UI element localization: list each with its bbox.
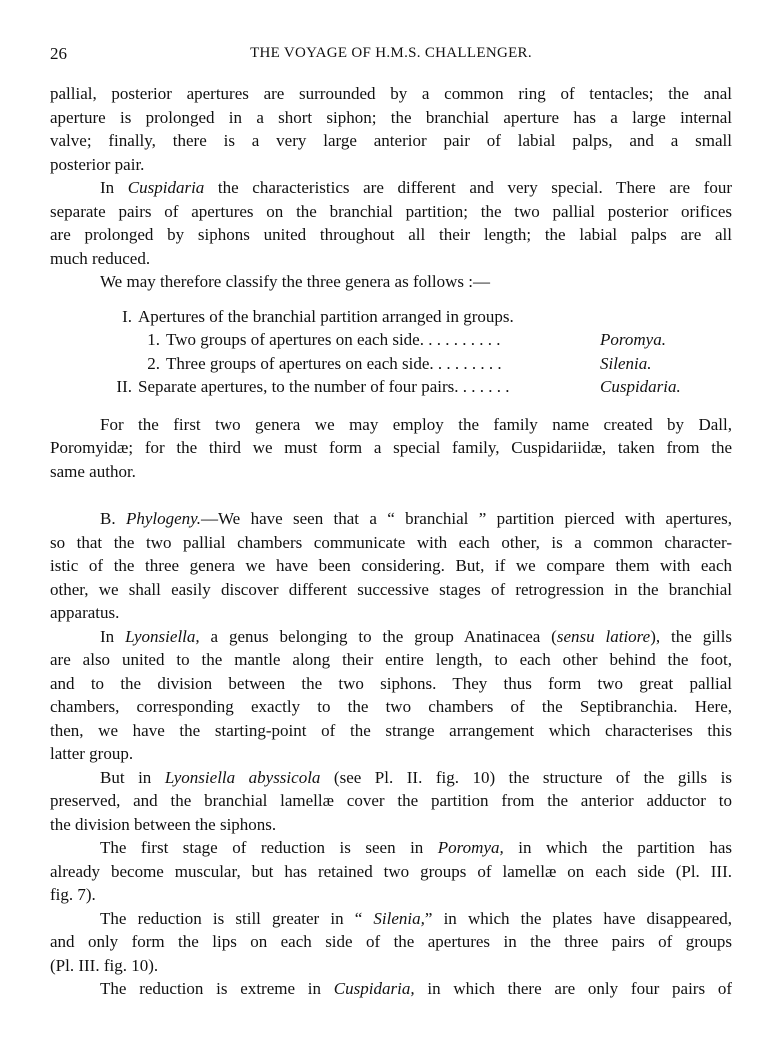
genus-name: Cuspidaria. — [600, 377, 681, 396]
text-run: We may therefore classify the three genera as follows :— — [100, 272, 490, 291]
text-run: ), the gills — [650, 626, 732, 646]
text-run: aperture is prolonged in a short siphon; the branchial aperture has a large internal — [50, 107, 732, 127]
list-number: I. — [122, 306, 132, 326]
text-run: fig. 7). — [50, 885, 96, 904]
text-run: much reduced. — [50, 248, 151, 268]
text-line — [50, 601, 732, 625]
text-run: preserved, and the branchial lamellæ cover the partition from the anterior adductor to — [50, 791, 732, 810]
text-line — [50, 270, 732, 294]
text-run: posterior pair. — [50, 154, 145, 174]
text-run: then, we have the starting-point of the strange arrangement which characterises this — [50, 720, 732, 740]
text-line — [50, 954, 732, 978]
text-line — [50, 554, 732, 578]
text-run: other, we shall easily discover different successive stages of retrogression in the branchial — [50, 579, 732, 599]
text-run: so that the two pallial chambers communicate with each other, is a common character- — [50, 532, 732, 552]
italic-text: sensu latiore — [556, 626, 651, 646]
italic-text: Lyonsiella abyssicola — [164, 767, 321, 787]
page-number: 26 — [50, 44, 67, 63]
list-number: II. — [116, 377, 132, 396]
text-run: and only form the lips on each side of the apertures in the three pairs of groups — [50, 932, 732, 951]
text-line — [50, 977, 732, 1001]
text-line — [50, 200, 732, 224]
paragraph — [50, 176, 732, 270]
list-item — [50, 352, 732, 376]
text-run: apparatus. — [50, 603, 120, 622]
running-header — [50, 44, 732, 66]
text-line — [50, 625, 732, 649]
running-title: THE VOYAGE OF H.M.S. CHALLENGER. — [250, 45, 532, 61]
text-run: are prolonged by siphons united throughout all their length; the labial palps are all — [50, 225, 732, 244]
paragraph — [50, 836, 732, 907]
text-line — [50, 930, 732, 954]
page-body — [50, 82, 732, 1001]
list-text: Three groups of apertures on each side. . . . . . . . . — [166, 353, 502, 373]
text-run: are also united to the mantle along their entire length, to each other behind the foot, — [50, 650, 732, 669]
text-line — [50, 907, 732, 931]
text-run: For the first two genera we may employ the family name created by Dall, — [100, 414, 732, 434]
text-run: The reduction is still greater in “ — [100, 908, 374, 928]
text-run: In — [100, 178, 128, 197]
text-run: a genus belonging to the group Anatinacea ( — [199, 626, 557, 646]
text-line — [50, 223, 732, 247]
paragraph — [50, 507, 732, 625]
text-line — [50, 531, 732, 555]
text-line — [50, 129, 732, 153]
paragraph — [50, 766, 732, 837]
text-line — [50, 413, 732, 437]
text-line — [50, 176, 732, 200]
text-line — [50, 836, 732, 860]
text-line — [50, 247, 732, 271]
text-run: and to the division between the two siphons. They thus form two great pallial — [50, 673, 732, 693]
italic-text: Cuspidaria, — [333, 979, 415, 998]
text-line — [50, 578, 732, 602]
text-run: in which the partition has — [503, 838, 732, 857]
text-run: In — [100, 626, 126, 646]
genus-name: Poromya. — [600, 330, 666, 349]
paragraph — [50, 270, 732, 294]
text-run: —We have seen that a “ branchial ” partition pierced with apertures, — [201, 509, 732, 528]
text-line — [50, 436, 732, 460]
text-run: The reduction is extreme in — [100, 979, 334, 998]
text-run: already become muscular, but has retained two groups of lamellæ on each side (Pl. III. — [50, 861, 732, 881]
text-run: in which there are only four pairs of — [414, 979, 732, 998]
list-number: 2. — [147, 353, 160, 373]
text-line — [50, 695, 732, 719]
text-line — [50, 648, 732, 672]
text-run: same author. — [50, 461, 136, 481]
text-line — [50, 719, 732, 743]
text-run: the division between the siphons. — [50, 814, 277, 834]
list-item — [50, 305, 732, 329]
text-line — [50, 460, 732, 484]
text-run: istic of the three genera we have been considering. But, if we compare them with each — [50, 556, 732, 575]
text-run: (see Pl. II. fig. 10) the structure of the gills is — [320, 767, 732, 787]
text-run: latter group. — [50, 744, 134, 763]
text-run: pallial, posterior apertures are surrounded by a common ring of tentacles; the anal — [50, 84, 732, 103]
text-run: But in — [100, 767, 165, 787]
list-number: 1. — [147, 330, 160, 349]
text-run: valve; finally, there is a very large anterior pair of labial palps, and a small — [50, 131, 732, 150]
classification-list — [50, 305, 732, 399]
text-line — [50, 82, 732, 106]
text-line — [50, 789, 732, 813]
text-line — [50, 883, 732, 907]
text-line — [50, 106, 732, 130]
italic-text: Poromya, — [437, 838, 504, 857]
text-run: chambers, corresponding exactly to the two chambers of the Septibranchia. Here, — [50, 697, 732, 716]
text-run: Poromyidæ; for the third we must form a special family, Cuspidariidæ, taken from the — [50, 438, 732, 457]
paragraph — [50, 413, 732, 484]
italic-text: Cuspidaria — [127, 178, 205, 197]
paragraph — [50, 907, 732, 978]
text-run: the characteristics are different and very special. There are four — [204, 178, 732, 197]
text-line — [50, 860, 732, 884]
text-run: (Pl. III. fig. 10). — [50, 955, 159, 975]
text-run: The first stage of reduction is seen in — [100, 838, 438, 857]
text-run: B. — [100, 509, 126, 528]
text-line — [50, 672, 732, 696]
list-item — [50, 328, 732, 352]
paragraph — [50, 82, 732, 176]
italic-text: Silenia, — [373, 908, 425, 928]
paragraph — [50, 625, 732, 766]
list-text: Separate apertures, to the number of four pairs. . . . . . . — [138, 377, 510, 396]
list-text: Apertures of the branchial partition arranged in groups. — [138, 306, 514, 326]
text-run: separate pairs of apertures on the branchial partition; the two pallial posterior orifices — [50, 201, 732, 221]
genus-name: Silenia. — [600, 353, 652, 373]
text-line — [50, 153, 732, 177]
list-item — [50, 375, 732, 399]
text-line — [50, 766, 732, 790]
list-text: Two groups of apertures on each side. . . . . . . . . . — [166, 330, 501, 349]
text-line — [50, 813, 732, 837]
text-run: ” in which the plates have disappeared, — [424, 908, 732, 928]
text-line — [50, 742, 732, 766]
italic-text: Lyonsiella, — [125, 626, 200, 646]
italic-text: Phylogeny. — [125, 509, 201, 528]
text-line — [50, 507, 732, 531]
paragraph — [50, 977, 732, 1001]
